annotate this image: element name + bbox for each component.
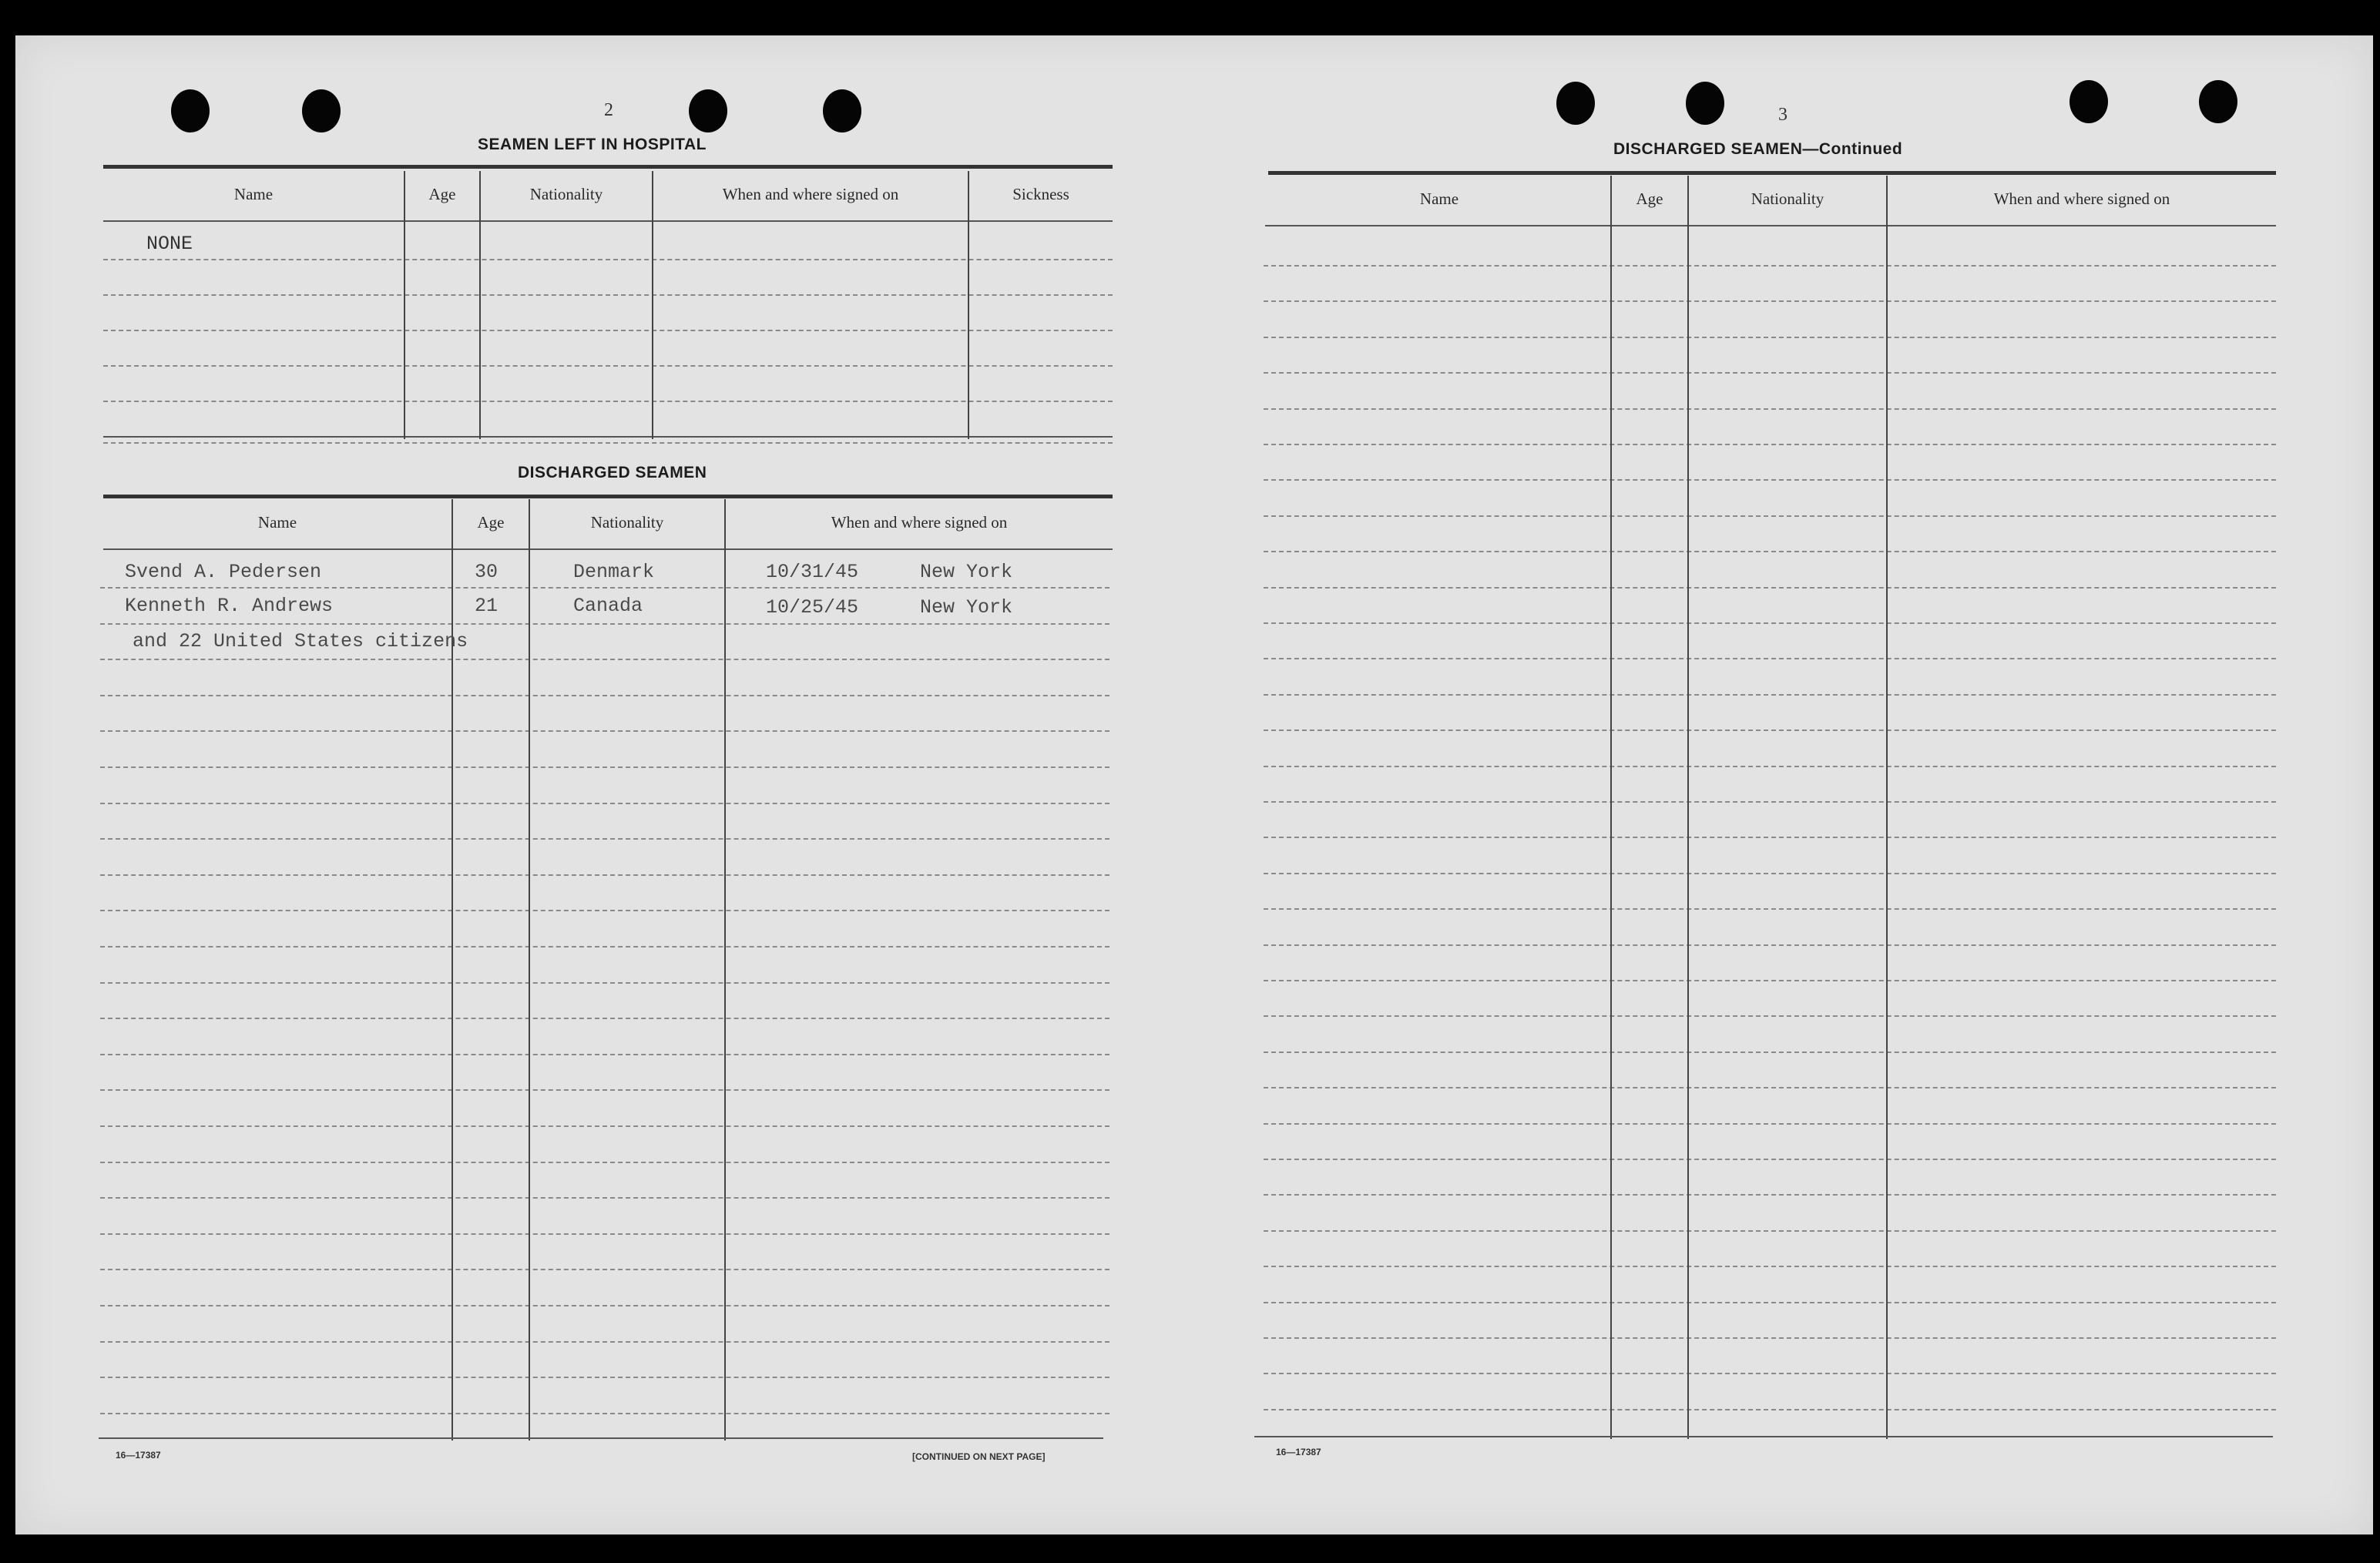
ruled-line: [1264, 944, 2276, 946]
ruled-line: [1264, 1373, 2276, 1374]
right-section-title: DISCHARGED SEAMEN—Continued: [1613, 140, 1903, 158]
ruled-line: [100, 1377, 1109, 1378]
discharged-header-signed-on: When and where signed on: [831, 513, 1008, 532]
ruled-line: [100, 1162, 1109, 1163]
seaman-signed-date: 10/31/45: [766, 561, 859, 583]
ruled-line: [1264, 1123, 2276, 1125]
ruled-line: [1264, 1052, 2276, 1053]
ruled-line: [1264, 1337, 2276, 1339]
right-header-nationality: Nationality: [1751, 190, 1824, 208]
right-header-name: Name: [1419, 190, 1459, 208]
ruled-line: [100, 1054, 1109, 1055]
ruled-line: [100, 838, 1109, 840]
ruled-line: [1264, 622, 2276, 624]
seaman-signed-date: 10/25/45: [766, 596, 859, 619]
hospital-header-signed-on: When and where signed on: [722, 185, 899, 203]
ruled-line: [100, 1233, 1109, 1235]
punch-hole: [1686, 82, 1724, 125]
ruled-line: [100, 1197, 1109, 1199]
seaman-nationality: Denmark: [573, 561, 655, 583]
ruled-line: [1264, 873, 2276, 874]
ruled-line: [1264, 658, 2276, 659]
punch-hole: [823, 89, 861, 132]
ruled-line: [100, 730, 1109, 732]
ruled-line: [1264, 1266, 2276, 1267]
seaman-nationality: Canada: [573, 595, 643, 617]
ruled-line: [100, 982, 1109, 984]
ruled-line: [1264, 980, 2276, 981]
ruled-line: [100, 803, 1109, 804]
ruled-line: [100, 766, 1109, 768]
ruled-line: [1264, 1159, 2276, 1160]
ruled-line: [1264, 908, 2276, 910]
ruled-line: [1264, 372, 2276, 374]
ruled-line: [100, 623, 1109, 625]
punch-hole: [171, 89, 210, 132]
ruled-line: [1264, 551, 2276, 552]
ruled-line: [100, 910, 1109, 911]
seaman-age: 21: [475, 595, 498, 617]
ruled-line: [100, 1413, 1109, 1414]
ruled-line: [1264, 801, 2276, 803]
ruled-line: [1264, 837, 2276, 838]
ruled-line: [1264, 1302, 2276, 1303]
page-number: 2: [604, 100, 613, 120]
right-header-signed-on: When and where signed on: [1993, 190, 2170, 208]
ruled-line: [1264, 337, 2276, 338]
hospital-header-sickness: Sickness: [1012, 185, 1069, 203]
ruled-line: [100, 946, 1109, 948]
seaman-name: Kenneth R. Andrews: [125, 595, 334, 617]
discharged-note: and 22 United States citizens: [133, 630, 468, 652]
ruled-line: [100, 1305, 1109, 1306]
punch-hole: [2199, 80, 2237, 123]
ruled-line: [100, 1125, 1109, 1127]
seaman-age: 30: [475, 561, 498, 583]
ruled-line: [1264, 730, 2276, 731]
ruled-line: [1264, 1230, 2276, 1232]
punch-hole: [1556, 82, 1595, 125]
ruled-line: [1264, 408, 2276, 410]
ruled-line: [1264, 1409, 2276, 1410]
discharged-header-age: Age: [477, 513, 505, 532]
seaman-name: Svend A. Pedersen: [125, 561, 322, 583]
ruled-line: [1264, 444, 2276, 445]
ruled-line: [100, 1018, 1109, 1019]
ruled-line: [100, 587, 1109, 589]
discharged-section-title: DISCHARGED SEAMEN: [518, 464, 707, 481]
right-header-age: Age: [1636, 190, 1663, 208]
punch-hole: [2069, 80, 2108, 123]
ruled-line: [100, 1269, 1109, 1270]
ruled-line: [1264, 265, 2276, 267]
ruled-line: [1264, 300, 2276, 302]
hospital-header-nationality: Nationality: [529, 185, 603, 203]
ruled-line: [1264, 766, 2276, 767]
ruled-line: [100, 1341, 1109, 1343]
hospital-header-name: Name: [233, 185, 274, 203]
page-number: 3: [1778, 105, 1788, 125]
ruled-line: [1264, 1087, 2276, 1088]
ruled-line: [1264, 694, 2276, 696]
continued-note: [CONTINUED ON NEXT PAGE]: [912, 1451, 1046, 1462]
discharged-header-name: Name: [257, 513, 297, 532]
seaman-signed-place: New York: [920, 561, 1013, 583]
ruled-line: [100, 1089, 1109, 1091]
form-number: 16—17387: [116, 1450, 161, 1461]
ruled-line: [100, 874, 1109, 876]
hospital-row-name: NONE: [146, 233, 193, 255]
ruled-line: [1264, 479, 2276, 481]
ruled-line: [1264, 515, 2276, 517]
ruled-line: [1264, 1194, 2276, 1196]
ruled-line: [100, 659, 1109, 660]
discharged-header-nationality: Nationality: [590, 513, 664, 532]
seaman-signed-place: New York: [920, 596, 1013, 619]
ruled-line: [1264, 587, 2276, 589]
form-number: 16—17387: [1276, 1447, 1321, 1457]
ruled-line: [100, 695, 1109, 696]
ruled-line: [1264, 1015, 2276, 1017]
hospital-header-age: Age: [428, 185, 456, 203]
punch-hole: [302, 89, 341, 132]
hospital-section-title: SEAMEN LEFT IN HOSPITAL: [478, 136, 707, 153]
punch-hole: [689, 89, 727, 132]
